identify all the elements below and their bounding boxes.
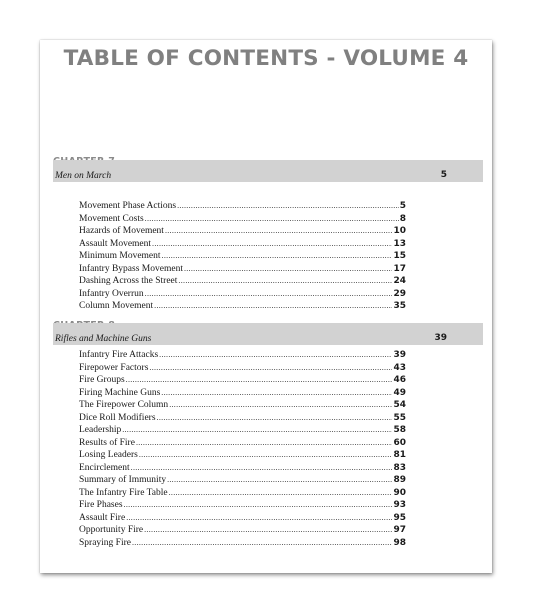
toc-entry-page-number: 49 <box>393 387 406 398</box>
toc-entry[interactable] <box>79 264 406 277</box>
toc-entry-page-number: 8 <box>399 213 406 224</box>
toc-entry[interactable] <box>79 239 406 252</box>
toc-entry[interactable] <box>79 214 406 227</box>
toc-entry[interactable] <box>79 276 406 289</box>
toc-entry-page-number: 93 <box>393 500 406 511</box>
dot-leader <box>126 513 392 522</box>
chapter-header <box>53 160 483 182</box>
toc-entry[interactable] <box>79 251 406 264</box>
dot-leader <box>178 276 392 285</box>
dot-leader <box>184 264 393 273</box>
toc-entry-page-number: 98 <box>393 537 406 548</box>
toc-entry-title: Dashing Across the Street <box>79 276 178 287</box>
chapter-name: Rifles and Machine Guns <box>55 334 152 344</box>
toc-entry[interactable] <box>79 438 406 451</box>
toc-entry-page-number: 15 <box>393 251 406 262</box>
toc-entry-page-number: 54 <box>393 400 406 411</box>
dot-leader <box>139 450 393 459</box>
toc-entry-title: Summary of Immunity <box>79 475 167 486</box>
chapter-name: Men on March <box>55 171 112 181</box>
toc-entry-page-number: 58 <box>393 425 406 436</box>
toc-entry-title: Firepower Factors <box>79 362 149 373</box>
toc-entry[interactable] <box>79 301 406 314</box>
dot-leader <box>145 214 399 223</box>
toc-entry-page-number: 13 <box>393 238 406 249</box>
toc-entry[interactable] <box>79 525 406 538</box>
dot-leader <box>165 226 393 235</box>
toc-entry[interactable] <box>79 289 406 302</box>
toc-entry-page-number: 29 <box>393 288 406 299</box>
toc-entry-title: Leadership <box>79 425 122 436</box>
chapter-header <box>53 323 483 345</box>
toc-entry[interactable] <box>79 463 406 476</box>
toc-entry-title: Dice Roll Modifiers <box>79 412 156 423</box>
toc-entry-page-number: 24 <box>393 276 406 287</box>
toc-entry-title: Column Movement <box>79 301 154 312</box>
toc-entry[interactable] <box>79 475 406 488</box>
dot-leader <box>126 375 393 384</box>
toc-entry-title: Movement Phase Actions <box>79 201 177 211</box>
dot-leader <box>136 438 393 447</box>
toc-entry-title: Firing Machine Guns <box>79 387 161 398</box>
toc-list <box>79 350 406 550</box>
chapter-page-number: 5 <box>440 170 447 180</box>
toc-entry[interactable] <box>79 201 406 214</box>
toc-entry-page-number: 60 <box>393 437 406 448</box>
toc-entry[interactable] <box>79 413 406 426</box>
dot-leader <box>154 301 392 310</box>
toc-entry-title: Minimum Movement <box>79 251 161 262</box>
toc-entry-page-number: 83 <box>393 462 406 473</box>
toc-entry-page-number: 55 <box>393 412 406 423</box>
dot-leader <box>169 400 392 409</box>
toc-entry[interactable] <box>79 350 406 363</box>
toc-entry-title: Results of Fire <box>79 437 135 448</box>
toc-entry-title: Infantry Bypass Movement <box>79 263 183 274</box>
toc-entry-title: Assault Movement <box>79 238 152 249</box>
toc-entry-page-number: 39 <box>393 350 406 360</box>
toc-entry-title: Spraying Fire <box>79 537 131 548</box>
toc-entry-page-number: 35 <box>393 301 406 312</box>
toc-entry[interactable] <box>79 226 406 239</box>
dot-leader <box>152 239 392 248</box>
dot-leader <box>159 350 392 359</box>
toc-entry-title: Movement Costs <box>79 213 144 224</box>
toc-entry-title: The Infantry Fire Table <box>79 487 168 498</box>
toc-entry-title: Assault Fire <box>79 512 126 523</box>
toc-entry[interactable] <box>79 400 406 413</box>
toc-entry-page-number: 97 <box>393 525 406 536</box>
dot-leader <box>169 488 393 497</box>
toc-entry[interactable] <box>79 388 406 401</box>
toc-entry-page-number: 5 <box>399 201 406 211</box>
document-page <box>40 40 492 573</box>
dot-leader <box>177 201 399 210</box>
toc-entry-title: Fire Phases <box>79 500 123 511</box>
dot-leader <box>161 388 392 397</box>
toc-list <box>79 201 406 314</box>
toc-entry-title: The Firepower Column <box>79 400 169 411</box>
toc-entry[interactable] <box>79 450 406 463</box>
chapter-page-number: 39 <box>434 333 447 343</box>
toc-entry-title: Fire Groups <box>79 375 125 386</box>
toc-entry[interactable] <box>79 513 406 526</box>
toc-entry[interactable] <box>79 375 406 388</box>
toc-entry-page-number: 17 <box>393 263 406 274</box>
toc-entry-page-number: 89 <box>393 475 406 486</box>
dot-leader <box>145 289 393 298</box>
toc-entry-page-number: 10 <box>393 226 406 237</box>
toc-entry[interactable] <box>79 425 406 438</box>
toc-entry-page-number: 46 <box>393 375 406 386</box>
dot-leader <box>131 463 393 472</box>
toc-entry-title: Infantry Overrun <box>79 288 144 299</box>
toc-entry-title: Losing Leaders <box>79 450 138 461</box>
dot-leader <box>144 525 392 534</box>
page-title: TABLE OF CONTENTS - VOLUME 4 <box>63 46 469 71</box>
toc-entry-page-number: 90 <box>393 487 406 498</box>
dot-leader <box>132 538 392 547</box>
dot-leader <box>167 475 392 484</box>
toc-entry[interactable] <box>79 363 406 376</box>
toc-entry[interactable] <box>79 488 406 501</box>
dot-leader <box>124 500 393 509</box>
toc-entry-page-number: 81 <box>393 450 406 461</box>
dot-leader <box>162 251 393 260</box>
toc-entry-page-number: 43 <box>393 362 406 373</box>
toc-entry-title: Opportunity Fire <box>79 525 144 536</box>
toc-entry-title: Hazards of Movement <box>79 226 164 237</box>
dot-leader <box>157 413 393 422</box>
toc-entry-title: Infantry Fire Attacks <box>79 350 159 360</box>
toc-entry[interactable] <box>79 500 406 513</box>
toc-entry-title: Encirclement <box>79 462 130 473</box>
dot-leader <box>149 363 392 372</box>
dot-leader <box>122 425 392 434</box>
toc-entry-page-number: 95 <box>393 512 406 523</box>
toc-entry[interactable] <box>79 538 406 551</box>
